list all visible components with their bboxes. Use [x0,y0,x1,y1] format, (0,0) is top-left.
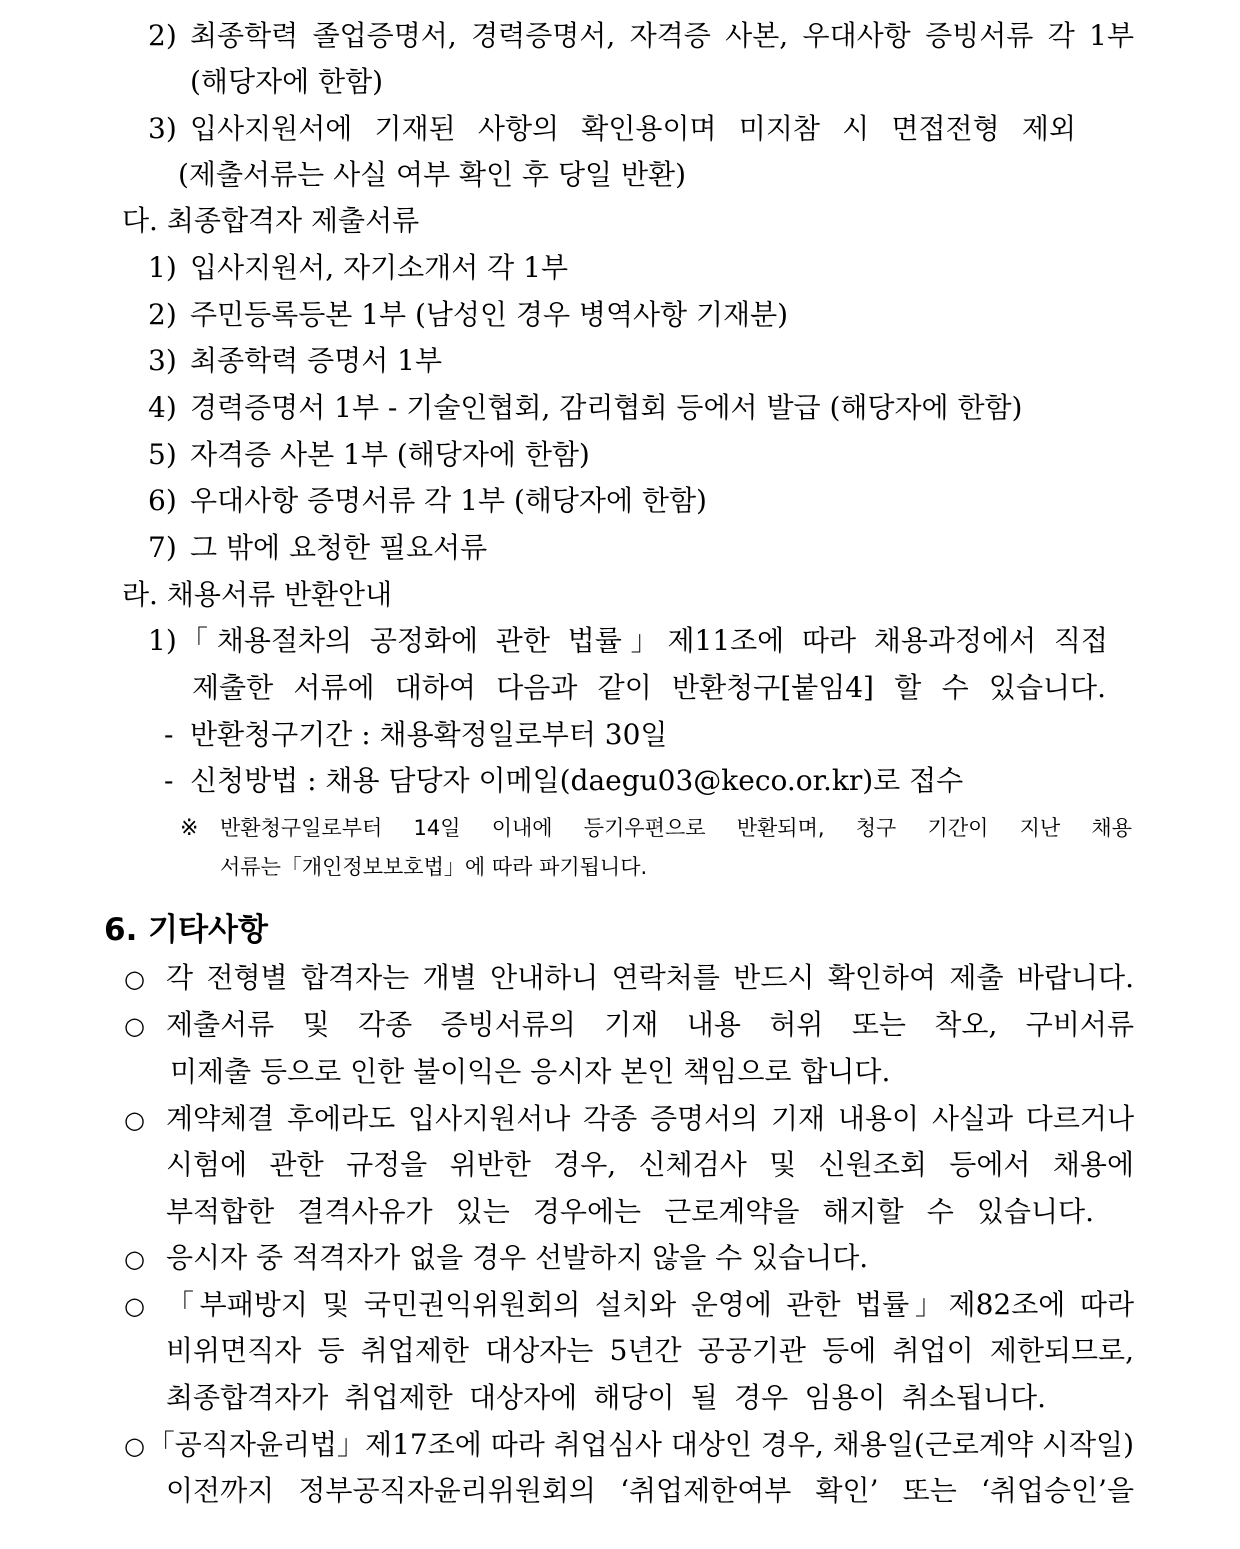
ra-dash-1: - 반환청구기간 : 채용확정일로부터 30일 [164,718,668,751]
item-na-2 [148,16,1134,56]
etc-item-4: ○ 응시자 중 적격자가 없을 경우 선발하지 않을 수 있습니다. [124,1238,868,1279]
ra-note: ※ 반환청구일로부터 14일 이내에 등기우편으로 반환되며, 청구 기간이 지난 채용 [180,811,1132,846]
item-number: 2) [148,19,177,52]
item-da-4: 4) 경력증명서 1부 - 기술인협회, 감리협회 등에서 발급 (해당자에 한함) [148,391,1023,424]
circle-bullet-icon: ○ [124,1292,145,1320]
section-6-title: 6. 기타사항 [104,912,268,948]
etc-item-1: ○ 각 전형별 합격자는 개별 안내하니 연락처를 반드시 확인하여 제출 바랍니다. [124,958,1134,999]
ra-note-cont: 서류는「개인정보보호법」에 따라 파기됩니다. [220,855,648,879]
item-da-6: 6) 우대사항 증명서류 각 1부 (해당자에 한함) [148,484,707,517]
etc-item-3-cont-2: 부적합한 결격사유가 있는 경우에는 근로계약을 해지할 수 있습니다. [166,1195,1094,1228]
item-na-2-cont: (해당자에 한함) [190,65,384,98]
etc-item-5: ○ 「부패방지 및 국민권익위원회의 설치와 운영에 관한 법률」제82조에 따라 [124,1285,1134,1326]
etc-item-6: ○ 「공직자윤리법」제17조에 따라 취업심사 대상인 경우, 채용일(근로계약 시작일) [124,1425,1134,1466]
section-da-title: 다. 최종합격자 제출서류 [122,204,420,237]
circle-bullet-icon: ○ [124,965,145,993]
item-number: 3) [148,112,177,145]
item-na-3-cont: (제출서류는 사실 여부 확인 후 당일 반환) [178,158,687,191]
etc-item-3: ○ 계약체결 후에라도 입사지원서나 각종 증명서의 기재 내용이 사실과 다르거나 [124,1099,1134,1140]
circle-bullet-icon: ○ [124,1012,145,1040]
etc-item-6-cont-1: 이전까지 정부공직자윤리위원회의 ‘취업제한여부 확인’ 또는 ‘취업승인’을 [166,1474,1134,1507]
ra-dash-2: - 신청방법 : 채용 담당자 이메일(daegu03@keco.or.kr)로 접수 [164,764,964,797]
item-text: 입사지원서에 기재된 사항의 확인용이며 미지참 시 면접전형 제외 [190,112,1076,145]
etc-item-5-cont-2: 최종합격자가 취업제한 대상자에 해당이 될 경우 임용이 취소됩니다. [166,1381,1046,1414]
circle-bullet-icon: ○ [124,1245,145,1273]
item-da-1: 1) 입사지원서, 자기소개서 각 1부 [148,251,568,284]
item-na-3 [148,109,1076,149]
circle-bullet-icon: ○ [124,1432,145,1460]
item-ra-1-cont: 제출한 서류에 대하여 다음과 같이 반환청구[붙임4] 할 수 있습니다. [192,671,1106,704]
etc-item-2-cont: 미제출 등으로 인한 불이익은 응시자 본인 책임으로 합니다. [170,1055,891,1088]
etc-item-3-cont-1: 시험에 관한 규정을 위반한 경우, 신체검사 및 신원조회 등에서 채용에 [166,1148,1134,1181]
etc-item-2: ○ 제출서류 및 각종 증빙서류의 기재 내용 허위 또는 착오, 구비서류 [124,1005,1134,1046]
circle-bullet-icon: ○ [124,1106,145,1134]
reference-mark-icon: ※ [180,816,199,841]
item-da-2: 2) 주민등록등본 1부 (남성인 경우 병역사항 기재분) [148,298,789,331]
section-ra-title: 라. 채용서류 반환안내 [122,578,393,611]
item-ra-1: 1) 「채용절차의 공정화에 관한 법률」제11조에 따라 채용과정에서 직접 [148,624,1108,657]
item-da-3: 3) 최종학력 증명서 1부 [148,344,443,377]
etc-item-5-cont-1: 비위면직자 등 취업제한 대상자는 5년간 공공기관 등에 취업이 제한되므로, [166,1334,1134,1367]
item-da-7: 7) 그 밖에 요청한 필요서류 [148,531,488,564]
item-da-5: 5) 자격증 사본 1부 (해당자에 한함) [148,438,590,471]
item-text: 최종학력 졸업증명서, 경력증명서, 자격증 사본, 우대사항 증빙서류 각 1부 [190,19,1134,52]
